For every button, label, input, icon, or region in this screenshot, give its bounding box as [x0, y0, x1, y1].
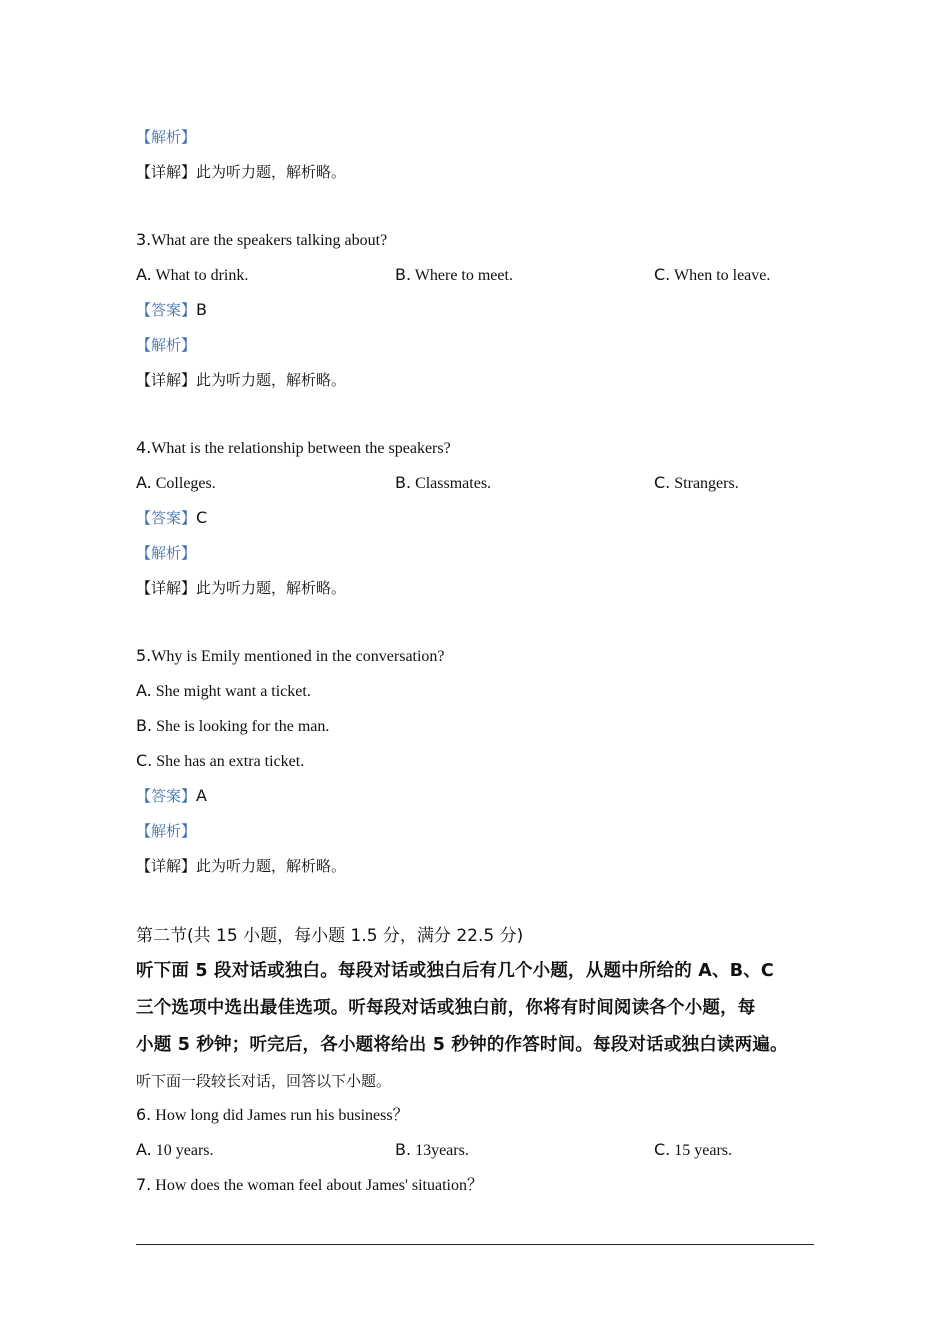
line-answer: [136, 300, 207, 321]
question-number: 5.: [136, 646, 152, 665]
option-text: 13years.: [415, 1142, 469, 1159]
detail-label: 【详解】: [136, 163, 197, 181]
question-text: How long did James run his business？: [151, 1107, 409, 1124]
line-analysis: [136, 335, 196, 356]
line-answer: [136, 786, 207, 807]
instructions-text: 三个选项中选出最佳选项。听每段对话或独白前，你将有时间阅读各个小题，每: [136, 998, 756, 1018]
footer-rule: [136, 1244, 814, 1245]
line-detail: [136, 856, 346, 877]
line-question: [136, 1175, 483, 1196]
option-text: When to leave.: [673, 267, 771, 284]
answer-value: C: [196, 508, 208, 527]
option-letter: C.: [654, 473, 671, 492]
option-text: She might want a ticket.: [155, 683, 311, 700]
line-question: [136, 438, 451, 459]
line-option: [136, 716, 329, 737]
section-title: 第二节(共 15 小题，每小题 1.5 分，满分 22.5 分): [136, 926, 524, 946]
option-c: [654, 473, 739, 494]
question-text: Why is Emily mentioned in the conversation?: [151, 648, 445, 665]
option-a: [136, 1140, 214, 1161]
option-b: [395, 265, 513, 286]
option-letter: A.: [136, 1140, 152, 1159]
line-bold: [136, 1035, 788, 1056]
line-answer: [136, 508, 207, 529]
instructions-text: 小题 5 秒钟；听完后，各小题将给出 5 秒钟的作答时间。每段对话或独白读两遍。: [136, 1035, 788, 1055]
option-letter: A.: [136, 265, 152, 284]
line-analysis: [136, 821, 196, 842]
detail-text: 此为听力题，解析略。: [196, 163, 347, 181]
option-text: 10 years.: [155, 1142, 214, 1159]
question-text: What is the relationship between the speakers?: [151, 440, 451, 457]
answer-value: A: [196, 786, 207, 805]
line-detail: [136, 370, 346, 391]
line-bold: [136, 961, 774, 982]
answer-label: 【答案】: [136, 787, 197, 805]
option-text: 15 years.: [674, 1142, 733, 1159]
option-letter: B.: [395, 1140, 412, 1159]
line-detail: [136, 162, 346, 183]
option-letter: C.: [654, 1140, 671, 1159]
line-question: [136, 230, 387, 251]
answer-label: 【答案】: [136, 509, 197, 527]
option-letter: A.: [136, 681, 152, 700]
line-option: [136, 751, 304, 772]
question-number: 4.: [136, 438, 152, 457]
line-analysis: [136, 127, 196, 148]
option-text: She is looking for the man.: [156, 718, 330, 735]
option-letter: B.: [136, 716, 153, 735]
line-question: [136, 646, 445, 667]
detail-label: 【详解】: [136, 857, 197, 875]
detail-label: 【详解】: [136, 579, 197, 597]
detail-text: 此为听力题，解析略。: [196, 579, 347, 597]
option-text: Where to meet.: [414, 267, 513, 284]
answer-label: 【答案】: [136, 301, 197, 319]
option-letter: C.: [654, 265, 671, 284]
instructions-text: 听下面 5 段对话或独白。每段对话或独白后有几个小题，从题中所给的 A、B、C: [136, 961, 774, 981]
question-number: 6.: [136, 1105, 152, 1124]
option-a: [136, 265, 248, 286]
line-analysis: [136, 543, 196, 564]
option-c: [654, 265, 770, 286]
analysis-label: 【解析】: [136, 336, 197, 354]
option-letter: A.: [136, 473, 152, 492]
option-letter: B.: [395, 473, 412, 492]
question-number: 3.: [136, 230, 152, 249]
line-plain: [136, 1071, 391, 1092]
option-text: Colleges.: [155, 475, 216, 492]
line-detail: [136, 578, 346, 599]
option-text: What to drink.: [155, 267, 249, 284]
line-bold: [136, 998, 756, 1019]
option-letter: B.: [395, 265, 412, 284]
option-c: [654, 1140, 732, 1161]
question-text: What are the speakers talking about?: [151, 232, 388, 249]
answer-value: B: [196, 300, 207, 319]
detail-text: 此为听力题，解析略。: [196, 371, 347, 389]
analysis-label: 【解析】: [136, 822, 197, 840]
detail-text: 此为听力题，解析略。: [196, 857, 347, 875]
option-text: She has an extra ticket.: [156, 753, 305, 770]
analysis-label: 【解析】: [136, 544, 197, 562]
line-section: [136, 926, 523, 947]
option-a: [136, 473, 216, 494]
option-text: Strangers.: [674, 475, 739, 492]
sub-instruction: 听下面一段较长对话，回答以下小题。: [136, 1072, 392, 1090]
option-letter: C.: [136, 751, 153, 770]
analysis-label: 【解析】: [136, 128, 197, 146]
option-b: [395, 1140, 469, 1161]
line-question: [136, 1105, 409, 1126]
line-option: [136, 681, 311, 702]
option-text: Classmates.: [415, 475, 492, 492]
detail-label: 【详解】: [136, 371, 197, 389]
question-number: 7.: [136, 1175, 152, 1194]
option-b: [395, 473, 491, 494]
question-text: How does the woman feel about James' situation？: [151, 1177, 483, 1194]
